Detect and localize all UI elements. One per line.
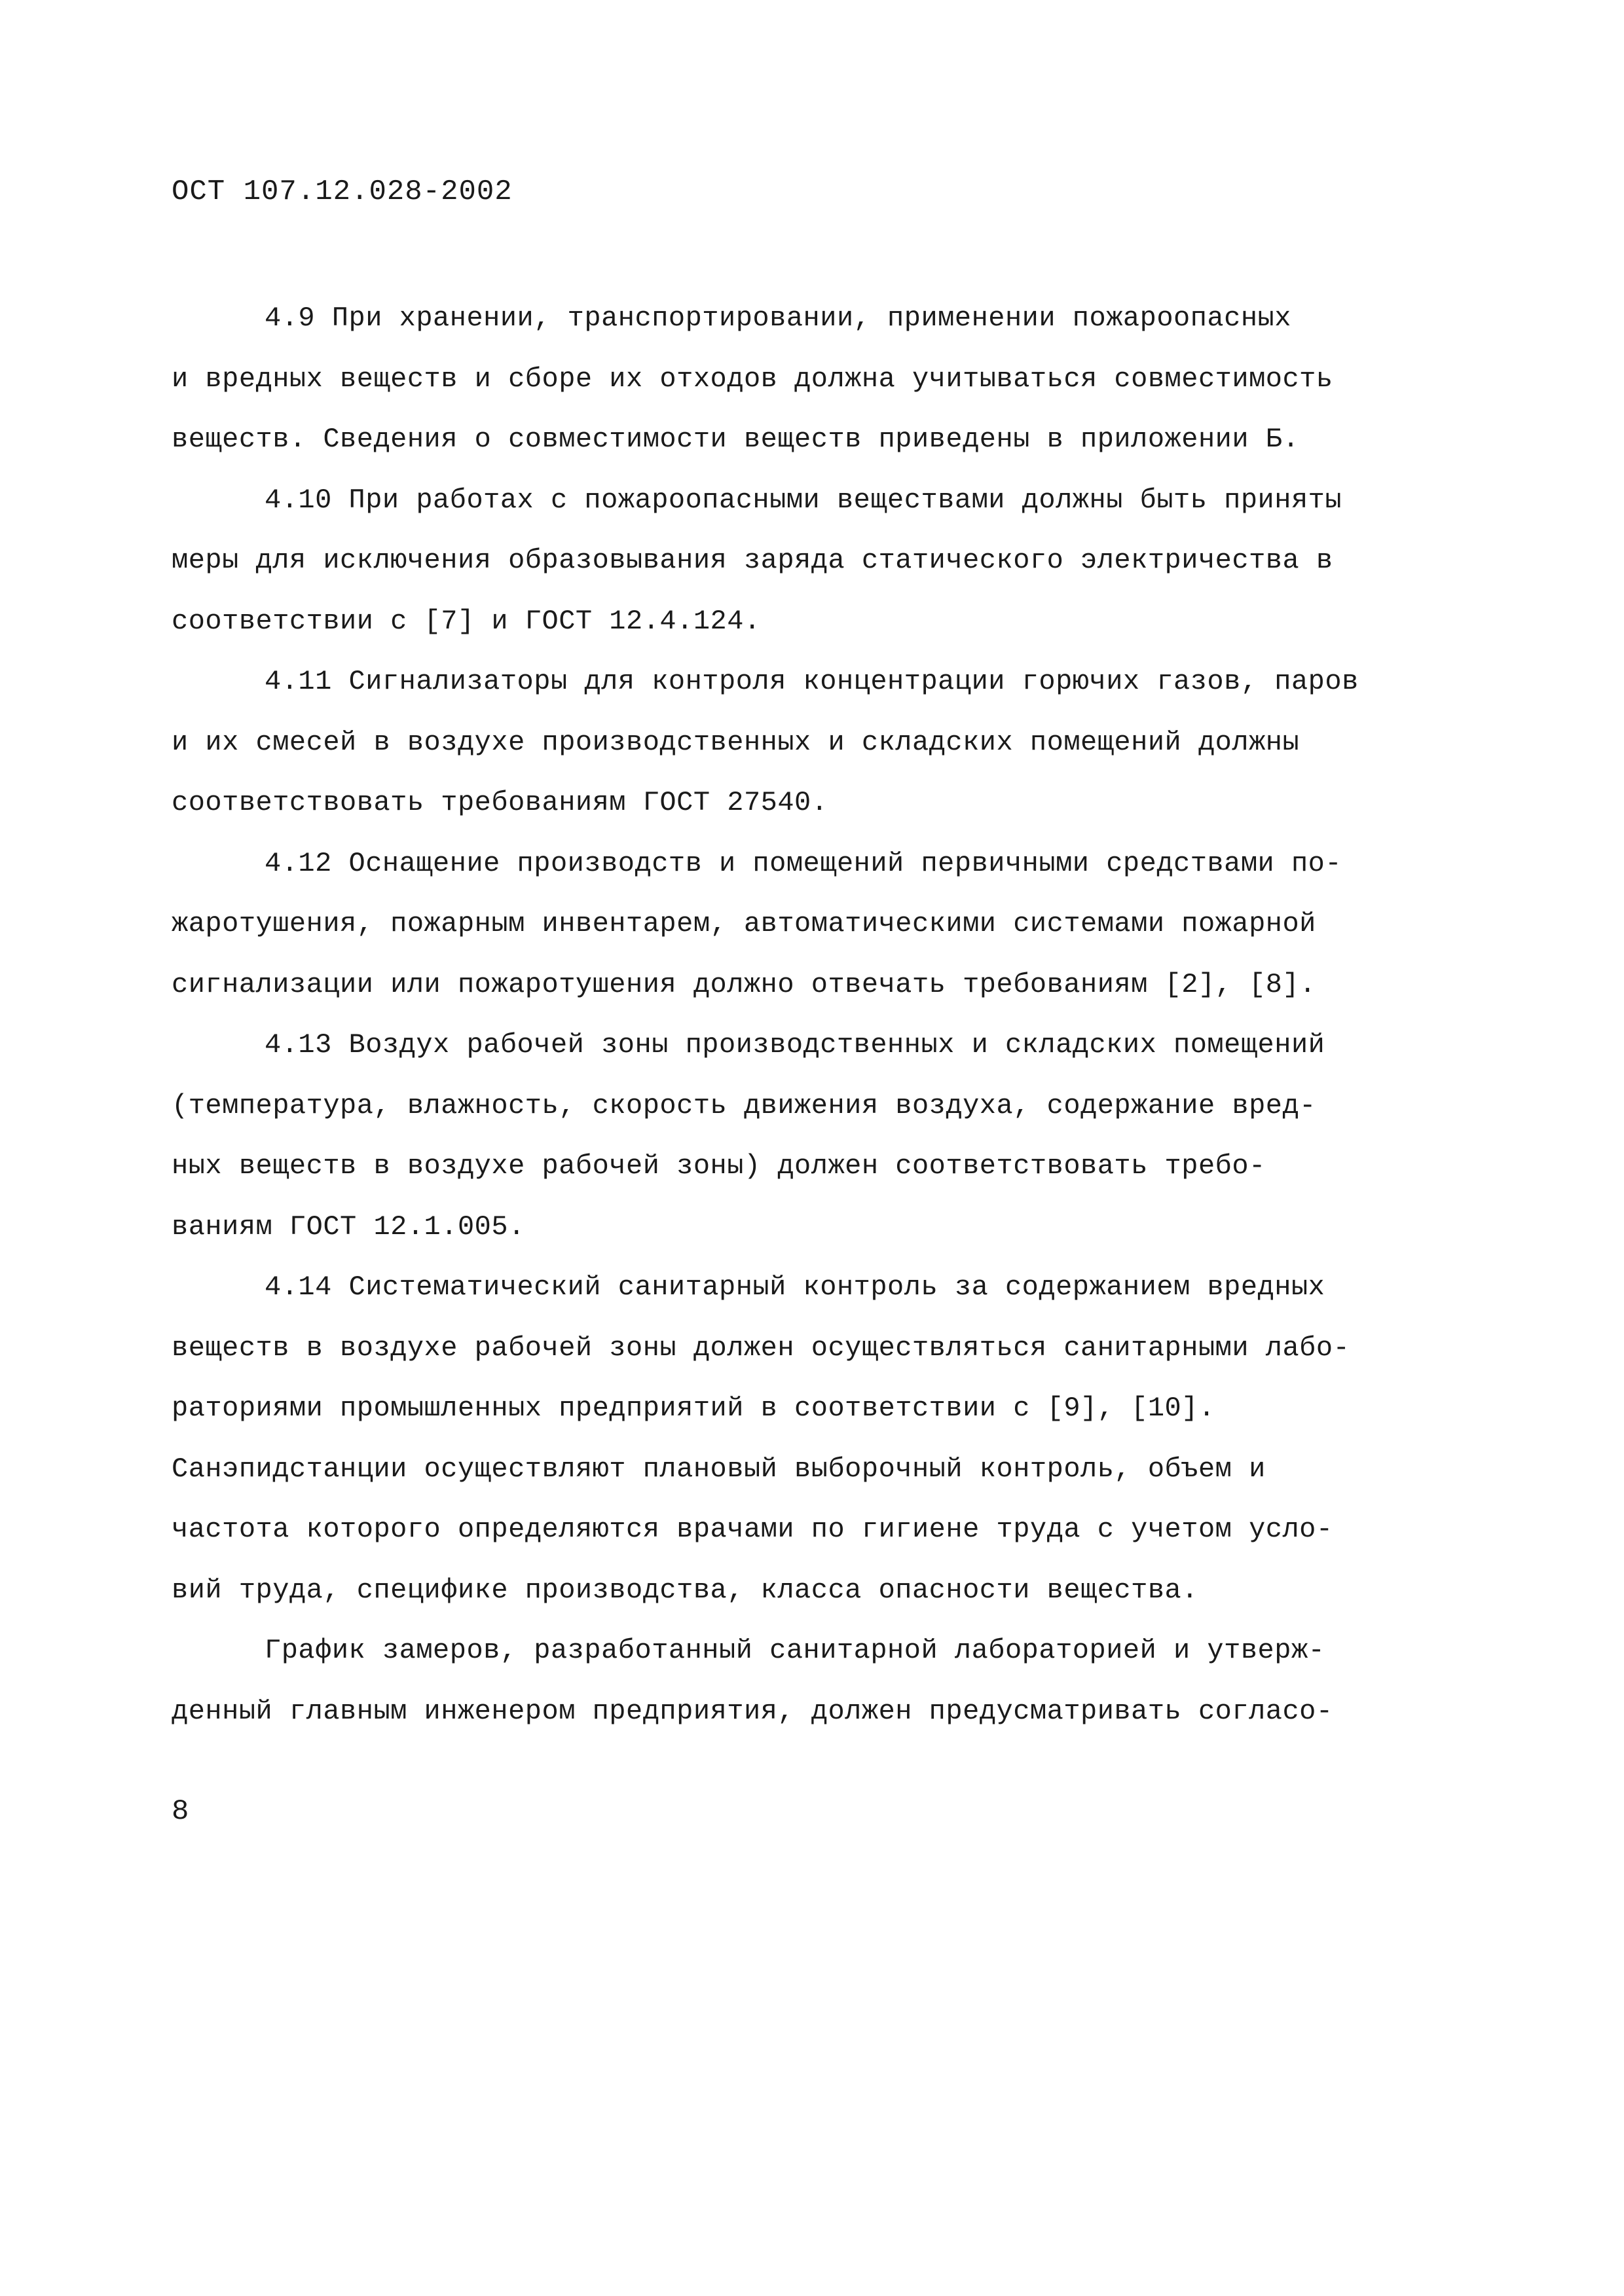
text-line: 4.9 При хранении, транспортировании, применении пожароопасных [265, 302, 1291, 334]
text-line: веществ в воздухе рабочей зоны должен осуществляться санитарными лабо- [172, 1332, 1350, 1364]
text-line: ваниям ГОСТ 12.1.005. [172, 1211, 525, 1243]
text-line: сигнализации или пожаротушения должно отвечать требованиям [2], [8]. [172, 969, 1316, 1000]
text-line: денный главным инженером предприятия, должен предусматривать согласо- [172, 1696, 1333, 1727]
text-line: веществ. Сведения о совместимости веществ приведены в приложении Б. [172, 424, 1300, 455]
text-line: частота которого определяются врачами по гигиене труда с учетом усло- [172, 1514, 1333, 1545]
text-line: вий труда, специфике производства, класса опасности вещества. [172, 1575, 1198, 1606]
text-line: График замеров, разработанный санитарной лабораторией и утверж- [265, 1635, 1325, 1666]
text-line: 4.12 Оснащение производств и помещений первичными средствами по- [265, 848, 1342, 879]
text-line: жаротушения, пожарным инвентарем, автоматическими системами пожарной [172, 908, 1316, 939]
text-line: 4.11 Сигнализаторы для контроля концентрации горючих газов, паров [265, 666, 1359, 697]
text-line: Санэпидстанции осуществляют плановый выборочный контроль, объем и [172, 1453, 1266, 1485]
text-line: соответствовать требованиям ГОСТ 27540. [172, 787, 828, 818]
text-line: 4.13 Воздух рабочей зоны производственных и складских помещений [265, 1029, 1325, 1061]
text-line: меры для исключения образовывания заряда статического электричества в [172, 545, 1333, 576]
text-line: и их смесей в воздухе производственных и складских помещений должны [172, 727, 1300, 758]
text-line: соответствии с [7] и ГОСТ 12.4.124. [172, 606, 761, 637]
text-line: ных веществ в воздухе рабочей зоны) должен соответствовать требо- [172, 1150, 1266, 1182]
text-line: 4.10 При работах с пожароопасными веществами должны быть приняты [265, 484, 1342, 516]
text-line: 4.14 Систематический санитарный контроль за содержанием вредных [265, 1271, 1325, 1303]
text-line: и вредных веществ и сборе их отходов должна учитываться совместимость [172, 363, 1333, 395]
page-number: 8 [172, 1795, 189, 1828]
text-line: раториями промышленных предприятий в соответствии с [9], [10]. [172, 1393, 1215, 1424]
document-designation: ОСТ 107.12.028-2002 [172, 175, 513, 208]
text-line: (температура, влажность, скорость движения воздуха, содержание вред- [172, 1090, 1316, 1121]
